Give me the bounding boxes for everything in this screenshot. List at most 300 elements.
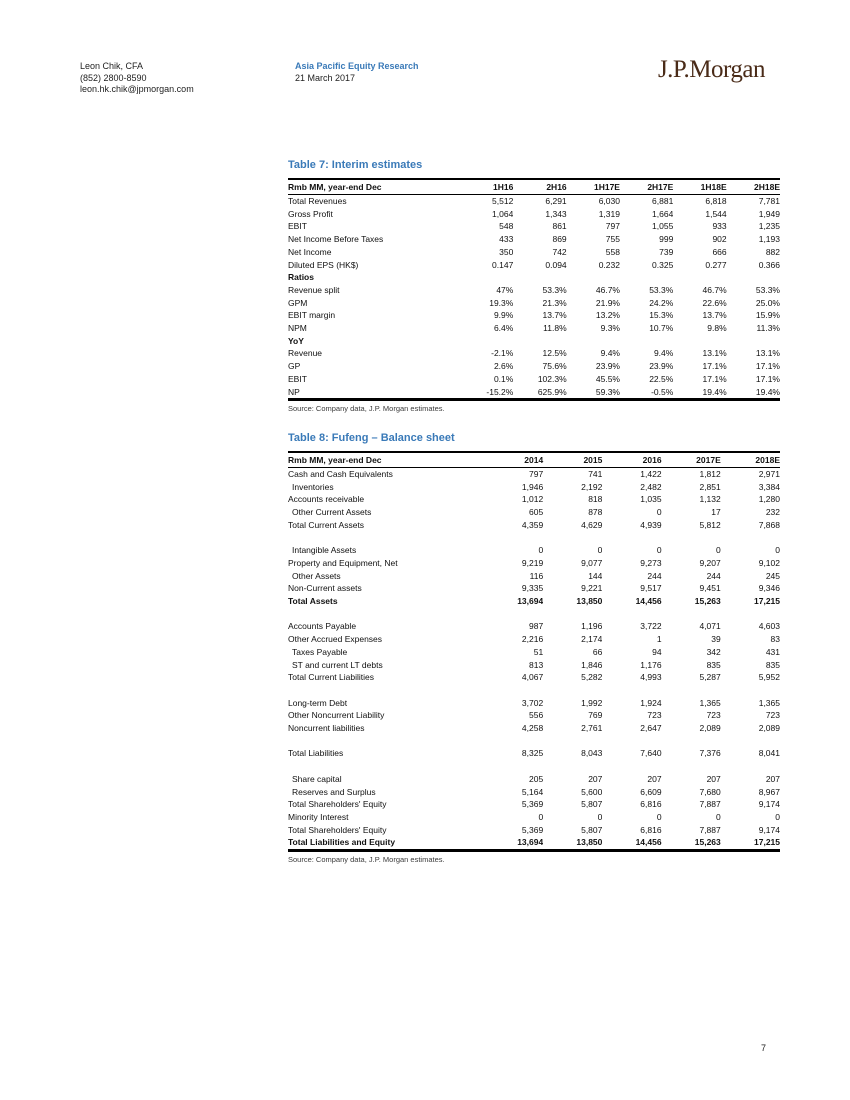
- cell-value: 5,164: [521, 786, 544, 797]
- table-row: [288, 208, 780, 221]
- cell-value: 433: [499, 234, 514, 245]
- cell-value: 25.0%: [755, 297, 780, 308]
- cell-value: 3,702: [521, 697, 544, 708]
- table-row: [288, 671, 780, 684]
- cell-value: 13.7%: [542, 310, 567, 321]
- cell-value: [513, 271, 566, 284]
- cell-value: [721, 608, 780, 621]
- cell-value: 5,812: [699, 519, 721, 530]
- cell-value: 66: [592, 646, 603, 657]
- row-label: Property and Equipment, Net: [288, 557, 398, 568]
- cell-value: 2,192: [581, 481, 603, 492]
- cell-value: 46.7%: [702, 284, 727, 295]
- column-header: 1H18E: [673, 179, 726, 195]
- row-label: Non-Current assets: [288, 583, 362, 594]
- cell-value: 205: [529, 773, 544, 784]
- row-label: Total Liabilities: [288, 748, 344, 759]
- cell-value: 7,868: [758, 519, 780, 530]
- cell-value: 723: [647, 710, 662, 721]
- cell-value: [513, 335, 566, 348]
- cell-value: 17,215: [754, 596, 780, 607]
- cell-value: [721, 760, 780, 773]
- cell-value: 0: [597, 811, 603, 822]
- cell-value: 13,694: [517, 596, 544, 607]
- cell-value: 15.3%: [649, 310, 674, 321]
- row-label: GP: [288, 361, 301, 372]
- cell-value: 15,263: [694, 837, 721, 848]
- row-label: [288, 532, 484, 545]
- cell-value: 13.1%: [755, 348, 780, 359]
- cell-value: [543, 735, 602, 748]
- cell-value: 4,067: [521, 672, 544, 683]
- row-label: Inventories: [292, 481, 334, 492]
- cell-value: 835: [765, 659, 780, 670]
- cell-value: 742: [552, 246, 567, 257]
- cell-value: 19.4%: [755, 386, 780, 397]
- cell-value: 987: [529, 621, 544, 632]
- cell-value: 17.1%: [755, 373, 780, 384]
- cell-value: 5,369: [521, 799, 544, 810]
- table-row: [288, 259, 780, 272]
- table-row: [288, 309, 780, 322]
- cell-value: [662, 760, 721, 773]
- cell-value: 53.3%: [755, 284, 780, 295]
- table-row: [288, 360, 780, 373]
- row-label: Intangible Assets: [292, 545, 357, 556]
- cell-value: 23.9%: [649, 361, 674, 372]
- row-label: [288, 735, 484, 748]
- cell-value: 19.4%: [702, 386, 727, 397]
- cell-value: 9,451: [699, 583, 721, 594]
- row-label: Other Accrued Expenses: [288, 634, 383, 645]
- research-division: Asia Pacific Equity Research: [295, 61, 419, 71]
- row-label: [288, 608, 484, 621]
- table-row: [288, 633, 780, 646]
- table-row: [288, 747, 780, 760]
- cell-value: 5,600: [581, 786, 603, 797]
- cell-value: 83: [770, 634, 780, 645]
- cell-value: 999: [659, 234, 674, 245]
- cell-value: 2,216: [521, 634, 544, 645]
- cell-value: 9,174: [758, 824, 780, 835]
- cell-value: 9.3%: [600, 323, 620, 334]
- cell-value: 9.9%: [493, 310, 514, 321]
- cell-value: [662, 735, 721, 748]
- cell-value: -0.5%: [651, 386, 674, 397]
- column-header: 2H18E: [727, 179, 780, 195]
- cell-value: 244: [647, 570, 662, 581]
- cell-value: 9,335: [521, 583, 544, 594]
- cell-value: 17.1%: [755, 361, 780, 372]
- cell-value: 17,215: [754, 837, 780, 848]
- row-label: Share capital: [292, 773, 342, 784]
- row-label: EBIT: [288, 221, 307, 232]
- cell-value: 14,456: [635, 837, 662, 848]
- row-label: Ratios: [288, 272, 314, 283]
- cell-value: [602, 735, 661, 748]
- cell-value: [602, 684, 661, 697]
- cell-value: 17: [711, 507, 721, 518]
- cell-value: 45.5%: [595, 373, 620, 384]
- cell-value: 15.9%: [755, 310, 780, 321]
- cell-value: [602, 532, 661, 545]
- cell-value: 797: [529, 469, 544, 479]
- row-label: Revenue split: [288, 284, 340, 295]
- row-label: Other Noncurrent Liability: [288, 710, 385, 721]
- cell-value: [602, 608, 661, 621]
- cell-value: 1,924: [640, 697, 662, 708]
- cell-value: 6,818: [705, 196, 727, 206]
- table-row: [288, 271, 780, 284]
- cell-value: 4,603: [758, 621, 780, 632]
- cell-value: 144: [588, 570, 603, 581]
- cell-value: 342: [706, 646, 721, 657]
- cell-value: 2.6%: [493, 361, 514, 372]
- cell-value: 1,946: [521, 481, 544, 492]
- cell-value: 861: [552, 221, 567, 232]
- cell-value: 9,221: [581, 583, 603, 594]
- cell-value: 6,816: [640, 824, 662, 835]
- cell-value: 2,647: [640, 723, 662, 734]
- cell-value: 813: [529, 659, 544, 670]
- cell-value: 548: [499, 221, 514, 232]
- cell-value: 1,422: [640, 469, 662, 479]
- row-label: EBIT margin: [288, 310, 336, 321]
- cell-value: 207: [765, 773, 780, 784]
- cell-value: 1,193: [758, 234, 780, 245]
- column-header: 2015: [543, 452, 602, 468]
- spacer-row: [288, 760, 780, 773]
- cell-value: 1,544: [705, 208, 727, 219]
- row-label: NPM: [288, 323, 307, 334]
- cell-value: 14,456: [635, 596, 662, 607]
- cell-value: 4,629: [581, 519, 603, 530]
- table-row: [288, 773, 780, 786]
- balance-sheet-table: [288, 451, 780, 852]
- row-label: Total Liabilities and Equity: [288, 837, 396, 848]
- cell-value: 755: [605, 234, 620, 245]
- cell-value: 5,282: [581, 672, 603, 683]
- table-row: [288, 481, 780, 494]
- cell-value: 1,365: [699, 697, 721, 708]
- cell-value: 15,263: [694, 596, 721, 607]
- row-label: Accounts receivable: [288, 494, 365, 505]
- cell-value: 9.4%: [653, 348, 674, 359]
- table7-source-note: Source: Company data, J.P. Morgan estimates.: [288, 404, 445, 414]
- cell-value: [721, 684, 780, 697]
- cell-value: 59.3%: [595, 386, 620, 397]
- cell-value: 666: [712, 246, 727, 257]
- cell-value: 7,680: [699, 786, 721, 797]
- cell-value: 625.9%: [537, 386, 567, 397]
- column-header: 2014: [484, 452, 543, 468]
- cell-value: 23.9%: [595, 361, 620, 372]
- table-row: [288, 335, 780, 348]
- cell-value: 7,887: [699, 799, 721, 810]
- table-row: [288, 595, 780, 608]
- cell-value: 2,971: [758, 469, 780, 479]
- cell-value: 22.5%: [649, 373, 674, 384]
- column-header: 2018E: [721, 452, 780, 468]
- cell-value: 13.2%: [595, 310, 620, 321]
- cell-value: 21.9%: [595, 297, 620, 308]
- table-row: [288, 811, 780, 824]
- cell-value: 878: [588, 507, 603, 518]
- cell-value: 12.5%: [542, 348, 567, 359]
- column-header: 2017E: [662, 452, 721, 468]
- column-header: 2H17E: [620, 179, 673, 195]
- table-row: [288, 246, 780, 259]
- cell-value: 0: [716, 811, 721, 822]
- cell-value: [662, 608, 721, 621]
- cell-value: 2,174: [581, 634, 603, 645]
- cell-value: 1,664: [652, 208, 674, 219]
- cell-value: 882: [765, 246, 780, 257]
- cell-value: 1,319: [598, 208, 620, 219]
- table-header-row: [288, 452, 780, 468]
- row-label: Revenue: [288, 348, 323, 359]
- table-row: [288, 493, 780, 506]
- cell-value: [620, 335, 673, 348]
- cell-value: 9,102: [758, 557, 780, 568]
- cell-value: 6,609: [640, 786, 662, 797]
- row-label: Accounts Payable: [288, 621, 357, 632]
- cell-value: 46.7%: [595, 284, 620, 295]
- cell-value: 0.366: [758, 259, 780, 270]
- cell-value: 605: [529, 507, 544, 518]
- table-row: [288, 646, 780, 659]
- cell-value: 0: [775, 545, 780, 556]
- cell-value: 75.6%: [542, 361, 567, 372]
- row-label: [288, 684, 484, 697]
- cell-value: 39: [711, 634, 721, 645]
- cell-value: 9,273: [640, 557, 662, 568]
- cell-value: 1,949: [758, 208, 780, 219]
- table-row: [288, 284, 780, 297]
- cell-value: 0.232: [598, 259, 620, 270]
- cell-value: 2,761: [581, 723, 603, 734]
- row-label: [288, 760, 484, 773]
- row-label: Noncurrent liabilities: [288, 723, 365, 734]
- row-label: Reserves and Surplus: [292, 786, 376, 797]
- cell-value: 8,325: [521, 748, 544, 759]
- cell-value: 207: [588, 773, 603, 784]
- cell-value: [662, 532, 721, 545]
- column-header: 1H16: [460, 179, 513, 195]
- cell-value: 4,258: [521, 723, 544, 734]
- cell-value: 17.1%: [702, 373, 727, 384]
- cell-value: 5,807: [581, 799, 603, 810]
- cell-value: 797: [605, 221, 620, 232]
- cell-value: 8,041: [758, 748, 780, 759]
- cell-value: 1,365: [758, 697, 780, 708]
- cell-value: 818: [588, 494, 603, 505]
- cell-value: 0.1%: [493, 373, 514, 384]
- cell-value: 47%: [496, 284, 514, 295]
- cell-value: 5,807: [581, 824, 603, 835]
- cell-value: 8,043: [581, 748, 603, 759]
- row-label: Net Income: [288, 246, 332, 257]
- cell-value: 6,881: [652, 196, 674, 206]
- cell-value: 4,071: [699, 621, 721, 632]
- cell-value: 11.3%: [756, 323, 780, 334]
- row-label: GPM: [288, 297, 308, 308]
- cell-value: 0.277: [705, 259, 727, 270]
- cell-value: 116: [529, 570, 544, 581]
- cell-value: 13,850: [576, 596, 603, 607]
- cell-value: 2,851: [699, 481, 721, 492]
- cell-value: 13,694: [517, 837, 544, 848]
- cell-value: 232: [765, 507, 780, 518]
- table-row: [288, 519, 780, 532]
- cell-value: [721, 532, 780, 545]
- spacer-row: [288, 684, 780, 697]
- column-header: 2H16: [513, 179, 566, 195]
- cell-value: [543, 608, 602, 621]
- table-row: [288, 697, 780, 710]
- cell-value: 17.1%: [702, 361, 727, 372]
- cell-value: [460, 335, 513, 348]
- cell-value: 933: [712, 221, 727, 232]
- cell-value: 207: [647, 773, 662, 784]
- cell-value: 4,993: [640, 672, 662, 683]
- row-label: Total Assets: [288, 596, 338, 607]
- table-row: [288, 570, 780, 583]
- cell-value: 558: [605, 246, 620, 257]
- table-row: [288, 506, 780, 519]
- row-label: Total Shareholders' Equity: [288, 799, 387, 810]
- cell-value: [721, 735, 780, 748]
- cell-value: 5,952: [758, 672, 780, 683]
- cell-value: 6,291: [545, 196, 567, 206]
- cell-value: 6,816: [640, 799, 662, 810]
- cell-value: [620, 271, 673, 284]
- cell-value: 1,812: [699, 469, 721, 479]
- cell-value: 1,280: [758, 494, 780, 505]
- cell-value: 1,132: [699, 494, 721, 505]
- row-label: Minority Interest: [288, 811, 349, 822]
- cell-value: -15.2%: [486, 386, 514, 397]
- cell-value: 94: [652, 646, 662, 657]
- row-label: Net Income Before Taxes: [288, 234, 384, 245]
- row-label: Other Assets: [292, 570, 341, 581]
- cell-value: 1,055: [652, 221, 674, 232]
- cell-value: 7,640: [640, 748, 662, 759]
- cell-value: 0: [656, 545, 662, 556]
- cell-value: 21.3%: [542, 297, 567, 308]
- table-row: [288, 722, 780, 735]
- cell-value: [673, 271, 726, 284]
- cell-value: [543, 760, 602, 773]
- cell-value: 0: [597, 545, 603, 556]
- cell-value: 13.7%: [702, 310, 727, 321]
- row-label: Gross Profit: [288, 208, 333, 219]
- table-row: [288, 386, 780, 400]
- cell-value: 869: [552, 234, 567, 245]
- row-label: Total Current Assets: [288, 519, 365, 530]
- cell-value: 723: [706, 710, 721, 721]
- report-header: [295, 61, 419, 84]
- cell-value: [484, 608, 543, 621]
- cell-value: 9,346: [758, 583, 780, 594]
- cell-value: [543, 532, 602, 545]
- table7-title: Table 7: Interim estimates: [288, 159, 423, 171]
- cell-value: 2,482: [640, 481, 662, 492]
- row-label: Cash and Cash Equivalents: [288, 469, 393, 479]
- cell-value: 19.3%: [489, 297, 514, 308]
- analyst-phone: (852) 2800-8590: [80, 72, 147, 83]
- interim-estimates-table: [288, 178, 780, 401]
- cell-value: 0: [538, 545, 544, 556]
- cell-value: [543, 684, 602, 697]
- cell-value: 102.3%: [537, 373, 567, 384]
- cell-value: 1,035: [640, 494, 662, 505]
- column-header: 1H17E: [567, 179, 620, 195]
- table-row: [288, 297, 780, 310]
- table8-title: Table 8: Fufeng – Balance sheet: [288, 432, 455, 444]
- table-row: [288, 798, 780, 811]
- cell-value: [484, 760, 543, 773]
- table-row: [288, 824, 780, 837]
- cell-value: 9,517: [640, 583, 662, 594]
- cell-value: -2.1%: [491, 348, 514, 359]
- row-label: Total Current Liabilities: [288, 672, 374, 683]
- analyst-name: Leon Chik, CFA: [80, 61, 144, 71]
- cell-value: 9,219: [521, 557, 544, 568]
- cell-value: 902: [712, 234, 727, 245]
- cell-value: 3,384: [758, 481, 780, 492]
- cell-value: [484, 735, 543, 748]
- cell-value: 0: [775, 811, 780, 822]
- cell-value: 0.325: [652, 259, 674, 270]
- cell-value: 0.147: [492, 259, 514, 270]
- cell-value: 8,967: [758, 786, 780, 797]
- table-row: [288, 220, 780, 233]
- table-row: [288, 544, 780, 557]
- report-date: 21 March 2017: [295, 72, 356, 83]
- cell-value: [484, 532, 543, 545]
- cell-value: [484, 684, 543, 697]
- cell-value: 9,207: [699, 557, 721, 568]
- cell-value: 1,846: [581, 659, 603, 670]
- cell-value: [567, 335, 620, 348]
- table-row: [288, 468, 780, 481]
- cell-value: 556: [529, 710, 544, 721]
- cell-value: 1,343: [545, 208, 567, 219]
- row-label: Taxes Payable: [292, 646, 348, 657]
- cell-value: 9.8%: [707, 323, 727, 334]
- table-row: [288, 709, 780, 722]
- cell-value: 13,850: [576, 837, 603, 848]
- cell-value: 0.094: [545, 259, 567, 270]
- cell-value: 0: [716, 545, 721, 556]
- row-label: NP: [288, 386, 300, 397]
- table-row: [288, 373, 780, 386]
- cell-value: 739: [659, 246, 674, 257]
- cell-value: 6,030: [598, 196, 620, 206]
- cell-value: 2,089: [699, 723, 721, 734]
- spacer-row: [288, 608, 780, 621]
- cell-value: 53.3%: [649, 284, 674, 295]
- row-label: Total Revenues: [288, 196, 347, 206]
- cell-value: 1: [656, 634, 662, 645]
- cell-value: 245: [765, 570, 780, 581]
- cell-value: 835: [706, 659, 721, 670]
- cell-value: 2,089: [758, 723, 780, 734]
- row-label: ST and current LT debts: [292, 659, 383, 670]
- cell-value: 10.7%: [649, 323, 674, 334]
- cell-value: 9,174: [758, 799, 780, 810]
